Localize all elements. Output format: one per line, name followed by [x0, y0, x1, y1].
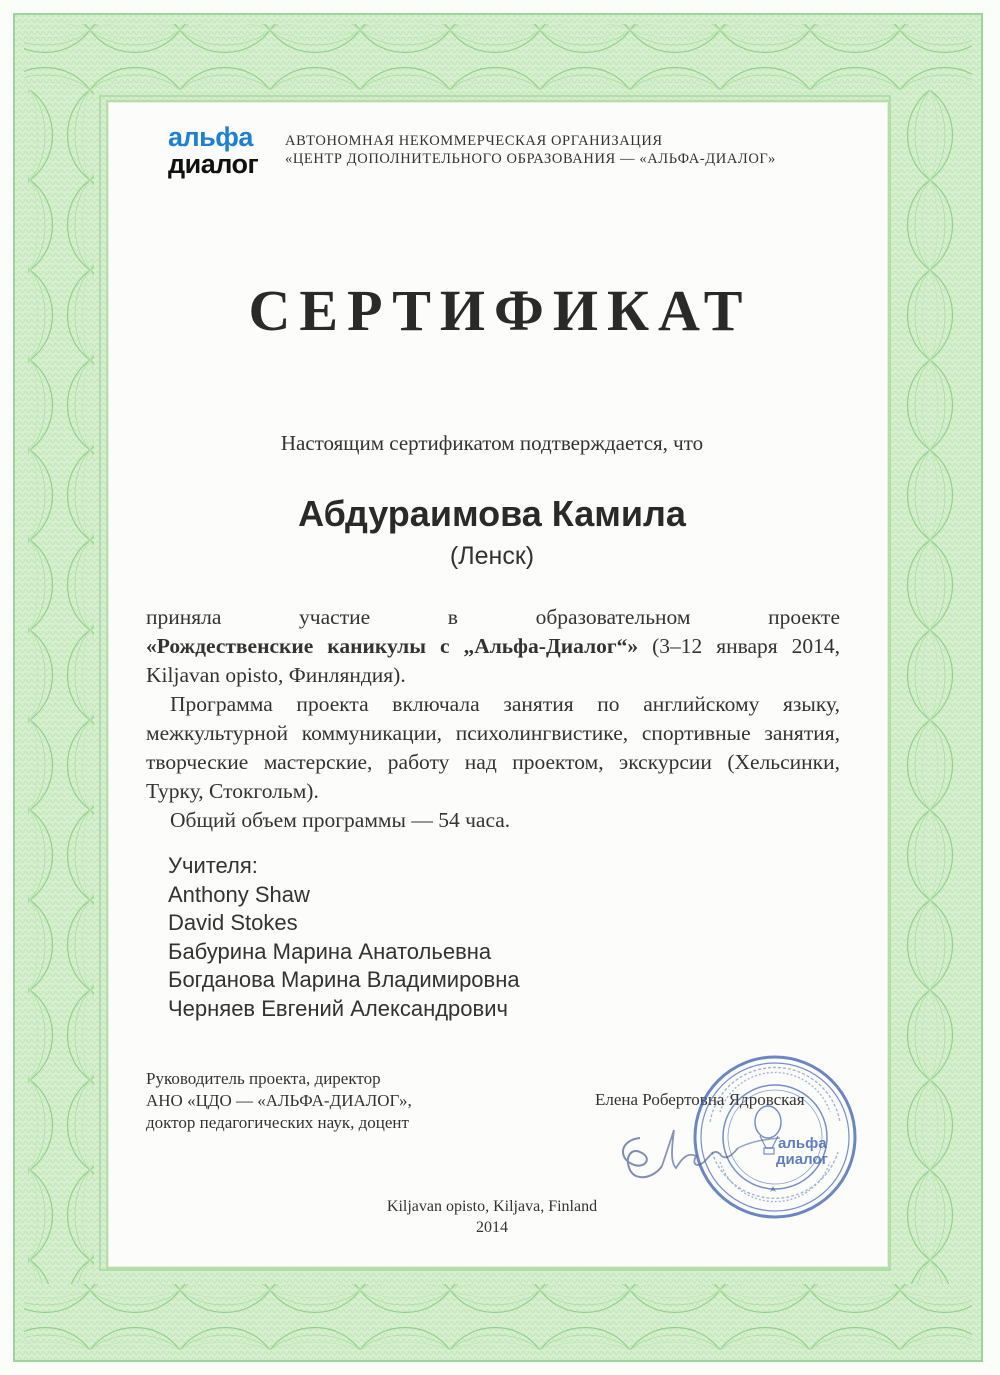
list-item: Anthony Shaw — [168, 881, 310, 907]
stamp-logo-line2: диалог — [776, 1151, 828, 1168]
participation-line: приняла участие в образовательном проекте — [146, 605, 840, 629]
list-item: David Stokes — [168, 910, 298, 935]
footer-place: Kiljavan opisto, Kiljava, Finland — [386, 1198, 598, 1215]
stamp-logo-line1: альфа — [778, 1135, 827, 1152]
signatory-role — [146, 1068, 412, 1134]
logo-line1: альфа — [168, 122, 253, 152]
program-description: Программа проекта включала занятия по английскому языку, межкультурной коммуникации, психолингвистике, спортивные занятия, творческие мастерские, работу над проектом, экскурсии (Хельсинки, Турку, Стокгольм). — [146, 692, 840, 803]
signatory-role-line1: Руководитель проекта, директор — [146, 1069, 381, 1088]
list-item: Бабурина Марина Анатольевна — [168, 938, 492, 964]
organization-line1: АВТОНОМНАЯ НЕКОММЕРЧЕСКАЯ ОРГАНИЗАЦИЯ — [285, 133, 663, 149]
signatory-name: Елена Робертовна Ядровская — [595, 1090, 805, 1109]
certificate-body — [146, 603, 840, 835]
logo-line2: диалог — [168, 149, 259, 179]
list-item: Богданова Марина Владимировна — [168, 967, 520, 992]
signatory-role-line3: доктор педагогических наук, доцент — [146, 1113, 409, 1132]
footer — [0, 1196, 984, 1238]
certificate-title: СЕРТИФИКАТ — [248, 278, 752, 343]
organization-line2: «ЦЕНТР ДОПОЛНИТЕЛЬНОГО ОБРАЗОВАНИЯ — «АЛЬФА-ДИАЛОГ» — [285, 151, 776, 167]
handwritten-signature — [610, 1118, 800, 1188]
teachers-label: Учителя: — [168, 853, 258, 878]
footer-year: 2014 — [476, 1219, 508, 1236]
list-item: Черняев Евгений Александрович — [168, 995, 508, 1021]
project-paragraph — [146, 632, 840, 690]
header — [168, 124, 848, 184]
recipient-name: Абдураимова Камила — [298, 493, 686, 534]
intro-text: Настоящим сертификатом подтверждается, что — [280, 431, 704, 455]
organization-name — [285, 132, 776, 168]
project-name: «Рождественские каникулы с „Альфа-Диалог“» — [146, 634, 639, 658]
recipient-city: (Ленск) — [449, 542, 535, 570]
project-details: (3–12 января 2014, Kiljavan opisto, Финляндия). — [146, 634, 840, 687]
teachers-list — [168, 852, 520, 1023]
signatory-role-line2: АНО «ЦДО — «АЛЬФА-ДИАЛОГ», — [146, 1091, 412, 1110]
company-logo — [168, 124, 272, 182]
program-volume: Общий объем программы — 54 часа. — [170, 808, 511, 832]
